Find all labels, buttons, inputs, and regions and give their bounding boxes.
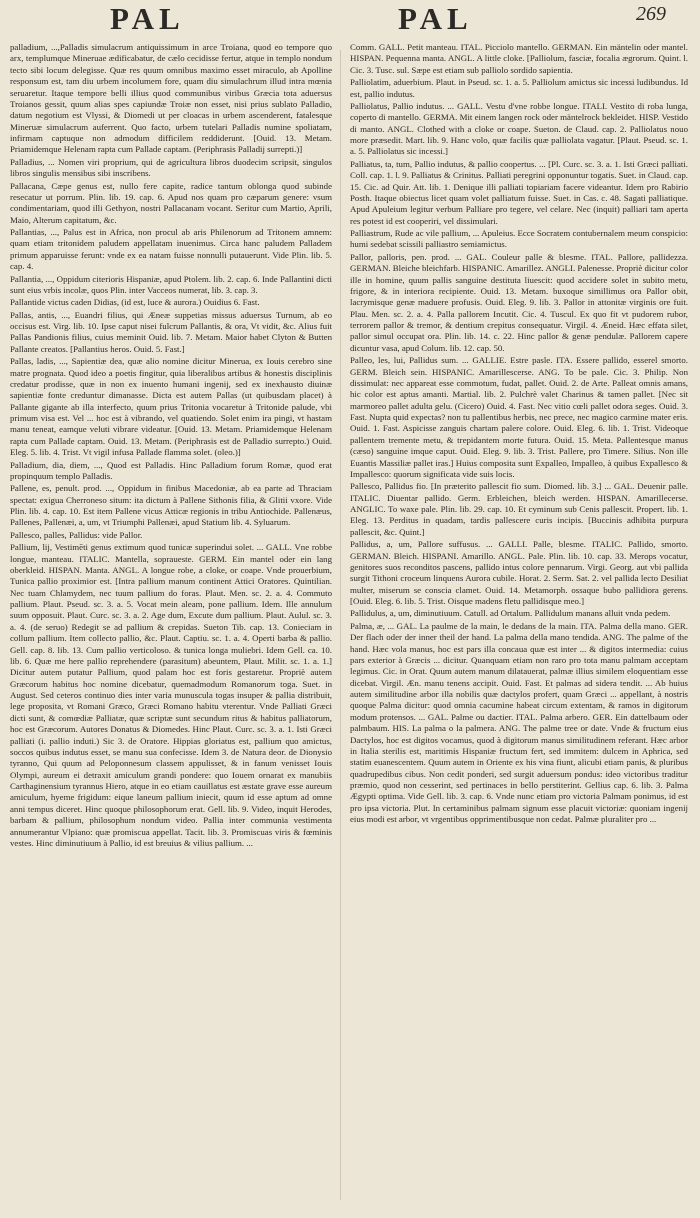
- entry-pallas-ladis: Pallas, ladis, ..., Sapientiæ dea, quæ alio nomine dicitur Minerua, ex Iouis cerebro sine matre prognata. Quod ideo a poetis fingitur, quia liberalibus artibus & honestis disciplinis credatur prodisse, quæ in non ex inuento humani ingenij, sed ex inexhausto diuinæ sapientiæ fonte creduntur dimanasse. Dicta est autem Pallas (ut quibusdam placet) à Pallante gigante ab illa interfecto, quum prius Tritonia vocaretur à Tritonide palude, vbi primum visa est. Vel ... hoc est à vibrando, vel quatiendo. Solet enim ira pingi, vt hastam manu teneat, eamque veluti vibrare videatur. [Ouid. 13. Metam. Priamidemque Helenam rapta cum Pallade captam. Ouid. 13. Metam. (Periphrasis est de Palladio surrepto.) Ouid. Eleg. 5. lib. 4. Trist. Vt vigil infusa Pallade flamma solet. (oleo.)]: [10, 356, 332, 458]
- page-number: 269: [636, 3, 666, 25]
- entry-palliastrum: Palliastrum, Rude ac vile pallium, ... Apuleius. Ecce Socratem contubernalem meum conspicio: humi sedebat scissili palliastro semiamictus.: [350, 228, 688, 250]
- entry-palliolatus: Palliolatus, Pallio indutus. ... GALL. Vestu d'vne robbe longue. ITALI. Vestito di roba lunga, coperto di mantello. GERMA. Mit einem langen rock oder mäntelrock bekleidet. HISP. Vestido di manto. ANGL. Clothed with a cloke or coape. Sueton. de Claud. cap. 2. Palliolatus nouo more præsedit. Mart. lib. 9. Hanc volo, quæ facilis quæ palliolata vagatur. [Plaut. Pseud. sc. 1. a. 5. Palliolatus sic incessi.]: [350, 100, 688, 157]
- entry-pallor: Pallor, palloris, pen. prod. ... GAL. Couleur palle & blesme. ITAL. Pallore, pallidezza. GERMAN. Bleiche bleichfarb. HISPANIC. Amarillez. ANGLI. Palenesse. Propriè dicitur color ille in homine, quum pallis sanguine destituta liuescit: quod accidere solet in subito metu, frigore, & in interiora recipiente. Ouid. 13. Metam. buxoque simillimus ora Pallor obit, lacrymisque genæ maduere profusis. Ouid. Eleg. 9. lib. 3. Pallor in attonitæ virginis ore fuit. Plau. Men. sc. 2. a. 4. Palla pallorem Incutit. Cic. 4. Tuscul. Ex quo fit vt pudorem rubor, terrorem pallor & tremor, & dentium crepitus consequatur. Virgil. 4. Æneid. Hæc effata silet, pallor simul occupat ora. Plin. lib. 14. c. 22. Hinc pallor & genæ pendulæ. Pallorem capere dicuntur vasa, apud Colum. lib. 12. cap. 50.: [350, 251, 688, 353]
- entry-palliolum-cont: Comm. GALL. Petit manteau. ITAL. Picciolo mantello. GERMAN. Ein mäntelin oder mantel. HISPAN. Pequenna manta. ANGL. A little cloke. [Palliolum, fasciæ, focalia ægrorum. Quint. l. Cic. 3. Tusc. sul. Sæpe est etiam sub palliolo sordido sapientia.: [350, 42, 688, 75]
- entry-palladius: Palladius, ... Nomen viri proprium, qui de agricultura libros duodecim scripsit, singulos libros singulis mensibus sibi inscribens.: [10, 156, 332, 179]
- right-headword: PAL: [398, 1, 473, 36]
- entry-pallantia: Pallantia, ..., Oppidum citerioris Hispaniæ, apud Ptolem. lib. 2. cap. 6. Inde Pallantini dicti sunt eius vrbis incolæ, quos Plin. inter Vacceos numerat, lib. 3. cap. 3.: [10, 273, 332, 295]
- entry-palladium: palladium, ...,Palladis simulacrum antiquissimum in arce Troiana, quod eo tempore quo arx, templumque Mineruae ædificabatur, de cælo cecidisse fertur, atque in templo nondum tecto sibi locum delegisse. Quæ res quum omnibus maximo esset miraculo, ab Apolline responsum est, tam diu urbem incolumem fore, quam diu simulachrum illud intra mœnia seruaretur. Itaque tempore belli illius quod communibus viribus Græcia tota aduersus Troianos gessit, quum alias spes capiundæ Troiæ non esset, nisi prius sublato Palladio, datum negotium est Vlyssi, & Diomedi ut per cloacas in urbem ascenderent, fatalesque Mineruæ simulacrum auferrent. Quo facto, urbem tutelari Palladis numine spoliatam, infirmam captuque non admodum difficilem reddiderunt. [Ouid. 13. Metam. Priamidemque Helenam rapta cum Pallade captam. (Periphrasis Palladij surrepti.)]: [10, 42, 332, 155]
- entry-pallesco: Pallesco, Pallidus fio. [In præterito pallescit fio sum. Diomed. lib. 3.] ... GAL. Deuenir palle. ITALIC. Diuentar pallido. Germ. Erbleichen, bleich werden. HISPAN. Amarillecerse. ANGLIC. To waxe pale. Plin. lib. 29. cap. 10. Et cyminum sub Cenis pallescit. Propert. lib. 1. Eleg. 13. Perditus in quadam, tardis pallescere curis incipis. [Buccinis adhibita purpura pallescit, &c. Quint.]: [350, 481, 688, 537]
- entry-palliolatim: Palliolatim, aduerbium. Plaut. in Pseud. sc. 1. a. 5. Palliolum amictus sic incessi ludibundus. Id est, pallio indutus.: [350, 77, 688, 99]
- left-column: [10, 42, 332, 1210]
- left-headword: PAL: [110, 1, 185, 36]
- entry-pallantide: Pallantide victus caden Didias, (id est, luce & aurora.) Ouidius 6. Fast.: [10, 297, 260, 308]
- entry-pallene: Pallene, es, penult. prod. ..., Oppidum in finibus Macedoniæ, ab ea parte ad Thraciam spectat: exigua Cherroneso situm: ita dictum à Pallene Sithonis filia, & Glitii vxore. Vide Plin. lib. 4. cap. 10. Est item Pallene vicus Atticæ regionis in tribu Antiochide. Pallenæus, Pallenes, Pallenæi, a, um, vt Triumphi Pallenæi, apud Statium lib. 4. Syluarum.: [10, 483, 332, 528]
- entry-palma: Palma, æ, ... GAL. La paulme de la main, le dedans de la main. ITA. Palma della mano. GER. Der flach oder der inner theil der hand. La palma della mano tendida. ANG. The palme of the hand. Hæc vola manus, hoc est pars illa concaua quæ est inter ... & digitos intermedia: cuius pars exterior à Græcis ... dicitur. Quanquam etiam non raro pro tota manu palmam acceptam legimus. Cic. in Orat. Quum autem manum dilatauerat, palmæ illius similem eloquentiam esse dicebat. Virgil. Æn. manu tenens accipit. Ouid. Fast. Et palmas ad sidera tendit. ... Ab huius autem similitudine arbor illa nobilis quæ dactylos profert, quam Græci ... appellant, à nostris quoque Palma dicitur: quod omnia cacumine habeat circum extentam, & ramos in digitorum modum protensos. ... GAL. Palme ou dactier. ITAL. Palma arbero. GER. Ein dattelbaum oder palmbaum. HIS. La palma o la palmera. ANG. The palme tree or date. Vnde & fructum eius Dactylos, hoc est digitos vocamus, quod à digitorum manus similitudinem referant. Hæc arbor in Italia sterilis est, maritimis Hispaniæ fructum fert, sed immitem: dulcem in Aphrica, sed statim euanescentem. Quum autem in Oriente ex his vina fiunt, alicubi etiam panis, & pluribus quadrupedibus cibus. Non cedit ponderi, sed surgit aduersum pondus: ideo victoribus traditur præmio, quod non cesserint, sed pertinaces in bello perstiterint. Gellius cap. 6. lib. 3. Palma Ægypti optima. Vide Gell. lib. 3. cap. 6. Vnde nunc etiam pro victoria Palmam ponimus, id est pro ipsa victoria. Plut. In certaminibus palmam signum esse placuit victoriæ: quoniam ingenij eius modi est arbor, vt vrgentibus opprimentibusque non cedat. Palmæ pluraliter pro ...: [350, 620, 688, 825]
- entry-pallantias: Pallantias, ..., Palus est in Africa, non procul ab aris Philenorum ad Tritonem amnem: quam etiam tritonidem paludem appellatam inuenimus. Circa hanc paludem Palladem primum apparuisse ferunt: vnde ex ea natam fuisse nonnulli putauerunt. Vide Plin. lib. 5. cap. 4.: [10, 227, 332, 272]
- entry-palladium-adj: Palladium, dia, diem, ..., Quod est Palladis. Hinc Palladium forum Romæ, quod erat propinquum templo Palladis.: [10, 459, 332, 481]
- entry-palliatus: Palliatus, ta, tum, Pallio indutus, & pallio coopertus. ... [Pl. Curc. sc. 3. a. 1. Isti Græci palliati. Coll. cap. 1. l. 9. Palliatus & Crinitus. Palliati peregrini opponuntur togatis. Suet. in Claud. cap. 15. Cic. ad Quir. Att. lib. 1. Denique illi palliati topiariam facere videantur. Idem pro Rabirio Posth. Itaque obiectus licet quam volet palliatum fuisse. Suet. in Cas. c. 48. Sagati palliatique. Apud Apuleium legitur verbum Palliare pro tegere, vel celare. Nec (inquit) palliari tam aperta res potest id est cooperiri, vel dissimulari.: [350, 158, 688, 226]
- right-column: [350, 42, 688, 1210]
- entry-pallidulus: Pallidulus, a, um, diminutiuum. Catull. ad Ortalum. Pallidulum manans alluit vnda pedem.: [350, 608, 671, 619]
- running-head: [0, 0, 700, 40]
- entry-pallidus: Pallidus, a, um, Pallore suffusus. ... GALLI. Palle, blesme. ITALIC. Pallido, smorto. GERMAN. Bleich. HISPANI. Amarillo. ANGL. Pale. Plin. lib. 10. cap. 33. Merops vocatur, genitores suos reconditos pascens, pallido intus colore pennarum. Virgi. Georg. aut vbi pallida surgit Tithoni croceum linquens Aurora cubile. Horat. 2. Serm. Sat. 2. vel pallida lecto Desiliat multer, miserum se conscia clamet. Ouid. 14. Metamorph. ossaque bubo pallidiora gerens. [Ouid. Eleg. 6. lib. 5. Trist. Oisque madens fletu pallidisque meo.]: [350, 539, 688, 606]
- entry-pallesco-ref: Pallesco, palles, Pallidus: vide Pallor.: [10, 529, 143, 540]
- entry-pallas-antis: Pallas, antis, ..., Euandri filius, qui Æneæ suppetias missus aduersus Turnum, ab eo occisus est. Virg. lib. 10. Ipse caput nisei fulcrum Pallantis, & ora, Vt vidit, &c. Alius fuit Pallas Pandionis filius, cuius meminit Ouid. lib. 7. Metam. Maior habet Clyton & Butten Pallante creatos. [Pallantius heros. Ouid. 5. Fast.]: [10, 309, 332, 354]
- entry-palleo: Palleo, les, lui, Pallidus sum. ... GALLIE. Estre pasle. ITA. Essere pallido, esserel smorto. GERM. Bleich sein. HISPANIC. Amarillescerse. ANG. To be pale. Cic. 3. Philip. Non dissimulat: nec appareat esse commotum, fudat, pallet. Ouid. 2. de Arte. Palleat omnis amans, hic color est aptus amanti. Martial. lib. 2. Pulchrè valet Charinus & tamen pallet. [Nec sit marmoreo pallet adulta gelu. (Cicero) Ouid. 4. Fast. Nec vitio cœli pallet odora seges. Ouid. 3. Fast. Nupta quid expectas? non tu pallentibus herbis, nec prece, nec magico carmine mater eris. Ouid. 1. Fast. Aspicisse zanguis chartam palere colore. Ouid. Eleg. 6. lib. 1. Trist. Videoque pallentem tremente metu, & trepidantem morte futura. Ouid. 15. Meta. Pallentesque manus (cæso) sanguine imque caput. Ouid. Eleg. 9. lib. 3. Trist. Pallere, pro Timere. Silius. Non ille Euantis Massiliæ pallet iras.] Huius composita sunt Expalleo, Impalleo, à quibus Expallesco & Impallesco: quorum significata vide suis locis.: [350, 355, 688, 479]
- entry-pallacana: Pallacana, Cæpe genus est, nullo fere capite, radice tantum oblonga quod subinde resecatur ut porrum. Plin. lib. 19. cap. 6. Apud nos quam pro cæparum genere: vsum condimentariam, quod illi Gethyon, nostri Pallacanam vocant. Seritur cum Martio, Aprili, Maio, Alterum capitatum, &c.: [10, 180, 332, 225]
- entry-pallium: Pallium, lij, Vestimēti genus extimum quod tunicæ superindui solet. ... GALL. Vne robbe longue, manteau. ITALIC. Mantella, sopraueste. GERM. Ein mantel oder ein lang oberkleid. HISPAN. Manta. ANGL. A longue robe, a cloke, or coape. Vnde prouerbium, Tunica pallio proximior est. [Intra pallium manum continent Attici Oratores. Quintilian. Nec tuam Chlamydem, nec tuum pallium do foras. Plaut. Men. sc. 2. a. 4. Commuto pallium. Plaut. Pseud. sc. 3. a. 5. Vocat mein aleam, pone pallium. Idem. Ille annulum suum opposuit. Plaut. Curc. sc. 3. a. 2. Age dum, Excute dum pallium. Plaut. Aulul. sc. 3. a. 4. (de seruo) Redegit se ad pallium & crepidas. Sueton Tib. cap. 13. Conieciam in collum pallium. Item collecto pallio, &c. Plaut. Captiu. sc. 1. a. 4. Operti barba & pallio. Gell. cap. 8. lib. 13. Cum pallio verticoloso. & tunica longa muliebri. Idem Gell. ca. 10. lib. 6. Quæ me here pallio reprehendere (parasitum) abeuntem, Plaut. Milit. sc. 1. a. 1.] Dicitur autem putatur Pallium, quod palam hoc est foris gestaretur. Propriè autem Græcorum habitus hoc nomine dicebatur, quemadmodum Romanorum toga. Suet. in August. Sed ceteros continuo dies inter varia munuscula togas insuper & pallia distribuit, lege proposita, vt Romani Græco, Græci Romano habitu vterentur. Vnde Palliati Græci dicti sunt, & comœdiæ Palliatæ, quæ scriptæ sunt secundum ritus & habitus palliatorum, hoc est Græcorum. Autores Donatus & Diomedes. Hinc Plaut. Curc. sc. 3. a. 1. Isti Græci palliati (i. pallio induti.) Sic 3. de Oratore. Hippias gloriatus est, pallium quo amictus, soccos quibus indutus esset, se manu sua confecisse. Idem 3. de Natura deor. de Dionysio tyranno, Qui quum ad Peloponnesum classem appulisset, & in fanum venisset Iouis Olympi, aureum ei detraxit amiculum grandi pondere: quo Iouem ornarat ex manubiis Carthaginensium tyrannus Hiero, atque in eo etiam cauillatus est æstate grave esse aureum amiculum, hyeme frigidum: eique laneum pallium iniecit, quum id esse aptum ad omne anni tempus diceret. Hinc quoque philosophorum erat. Gell. lib. 9. Video, inquit Herodes, barbam & pallium, philosophum nondum video. Pallia inter communia vestimenta annumerantur Vlpiano: quæ promiscua appellat. Tacit. lib. 3. Promiscuas viris & fœminis vestes. Hinc diminutiuum à Pallio, id est breuius & vilius pallium. ...: [10, 542, 332, 848]
- column-gutter: [340, 50, 341, 1200]
